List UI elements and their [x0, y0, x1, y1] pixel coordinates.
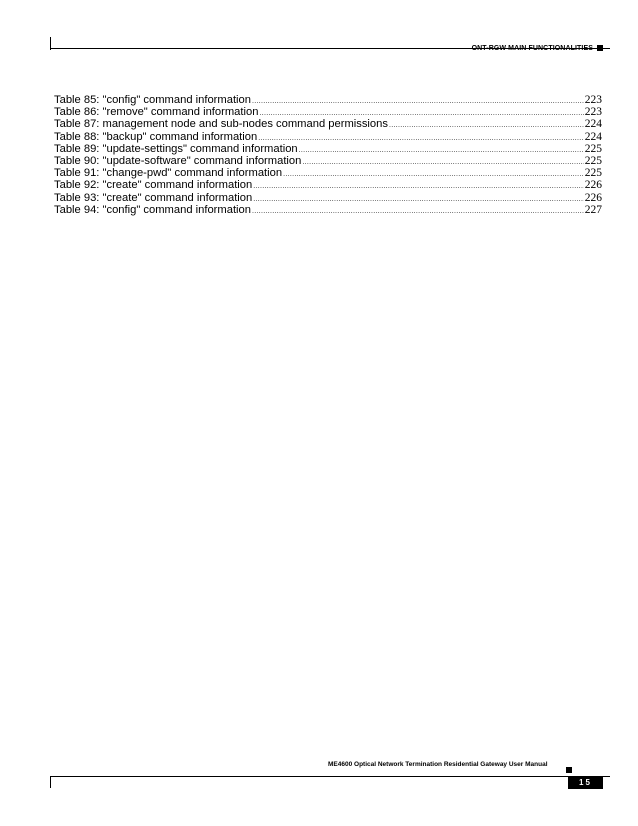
footer-square-marker: [566, 767, 572, 773]
toc-entry-page: 227: [584, 203, 602, 216]
toc-entry-page: 225: [584, 154, 602, 167]
toc-entry[interactable]: [54, 106, 602, 118]
footer-rule-vertical: [50, 776, 51, 788]
toc-entry-page: 224: [584, 118, 602, 131]
toc-entry[interactable]: [54, 155, 602, 167]
toc-entry-page: 225: [584, 142, 602, 155]
footer-rule: [50, 776, 610, 777]
toc-dot-leader: [299, 145, 584, 157]
header-section-title: ONT-RGW MAIN FUNCTIONALITIES: [471, 45, 593, 52]
toc-entry-page: 224: [584, 130, 602, 143]
toc-entry-page: 226: [584, 179, 602, 192]
toc-entry-title: Table 87: management node and sub-nodes command permissions: [54, 118, 388, 131]
toc-dot-leader: [252, 96, 584, 108]
toc-entry-title: Table 88: "backup" command information: [54, 130, 258, 143]
toc-entry-page: 223: [584, 94, 602, 106]
toc-entry-title: Table 85: "config" command information: [54, 94, 251, 106]
toc-entry[interactable]: [54, 192, 602, 204]
list-of-tables: [54, 94, 602, 216]
toc-entry-title: Table 93: "create" command information: [54, 191, 253, 204]
toc-entry-title: Table 90: "update-software" command information: [54, 154, 302, 167]
toc-dot-leader: [253, 181, 584, 193]
footer-manual-title: ME4600 Optical Network Termination Residential Gateway User Manual: [328, 761, 548, 768]
toc-entry[interactable]: [54, 167, 602, 179]
toc-dot-leader: [252, 206, 584, 218]
toc-entry-page: 226: [584, 191, 602, 204]
header-square-marker: [597, 45, 603, 51]
toc-entry[interactable]: [54, 143, 602, 155]
toc-entry-page: 223: [584, 106, 602, 119]
toc-entry[interactable]: [54, 204, 602, 216]
toc-entry-title: Table 92: "create" command information: [54, 179, 253, 192]
page-number: 15: [568, 777, 603, 789]
toc-dot-leader: [258, 133, 584, 145]
toc-dot-leader: [253, 194, 584, 206]
toc-entry-title: Table 86: "remove" command information: [54, 106, 259, 119]
toc-entry-title: Table 89: "update-settings" command information: [54, 142, 298, 155]
toc-entry[interactable]: [54, 118, 602, 130]
toc-entry-page: 225: [584, 167, 602, 180]
toc-entry[interactable]: [54, 131, 602, 143]
toc-entry-title: Table 91: "change-pwd" command information: [54, 167, 283, 180]
toc-entry[interactable]: [54, 94, 602, 106]
toc-dot-leader: [283, 169, 584, 181]
toc-dot-leader: [302, 157, 583, 169]
toc-dot-leader: [389, 120, 584, 132]
toc-entry-title: Table 94: "config" command information: [54, 203, 251, 216]
toc-entry[interactable]: [54, 179, 602, 191]
